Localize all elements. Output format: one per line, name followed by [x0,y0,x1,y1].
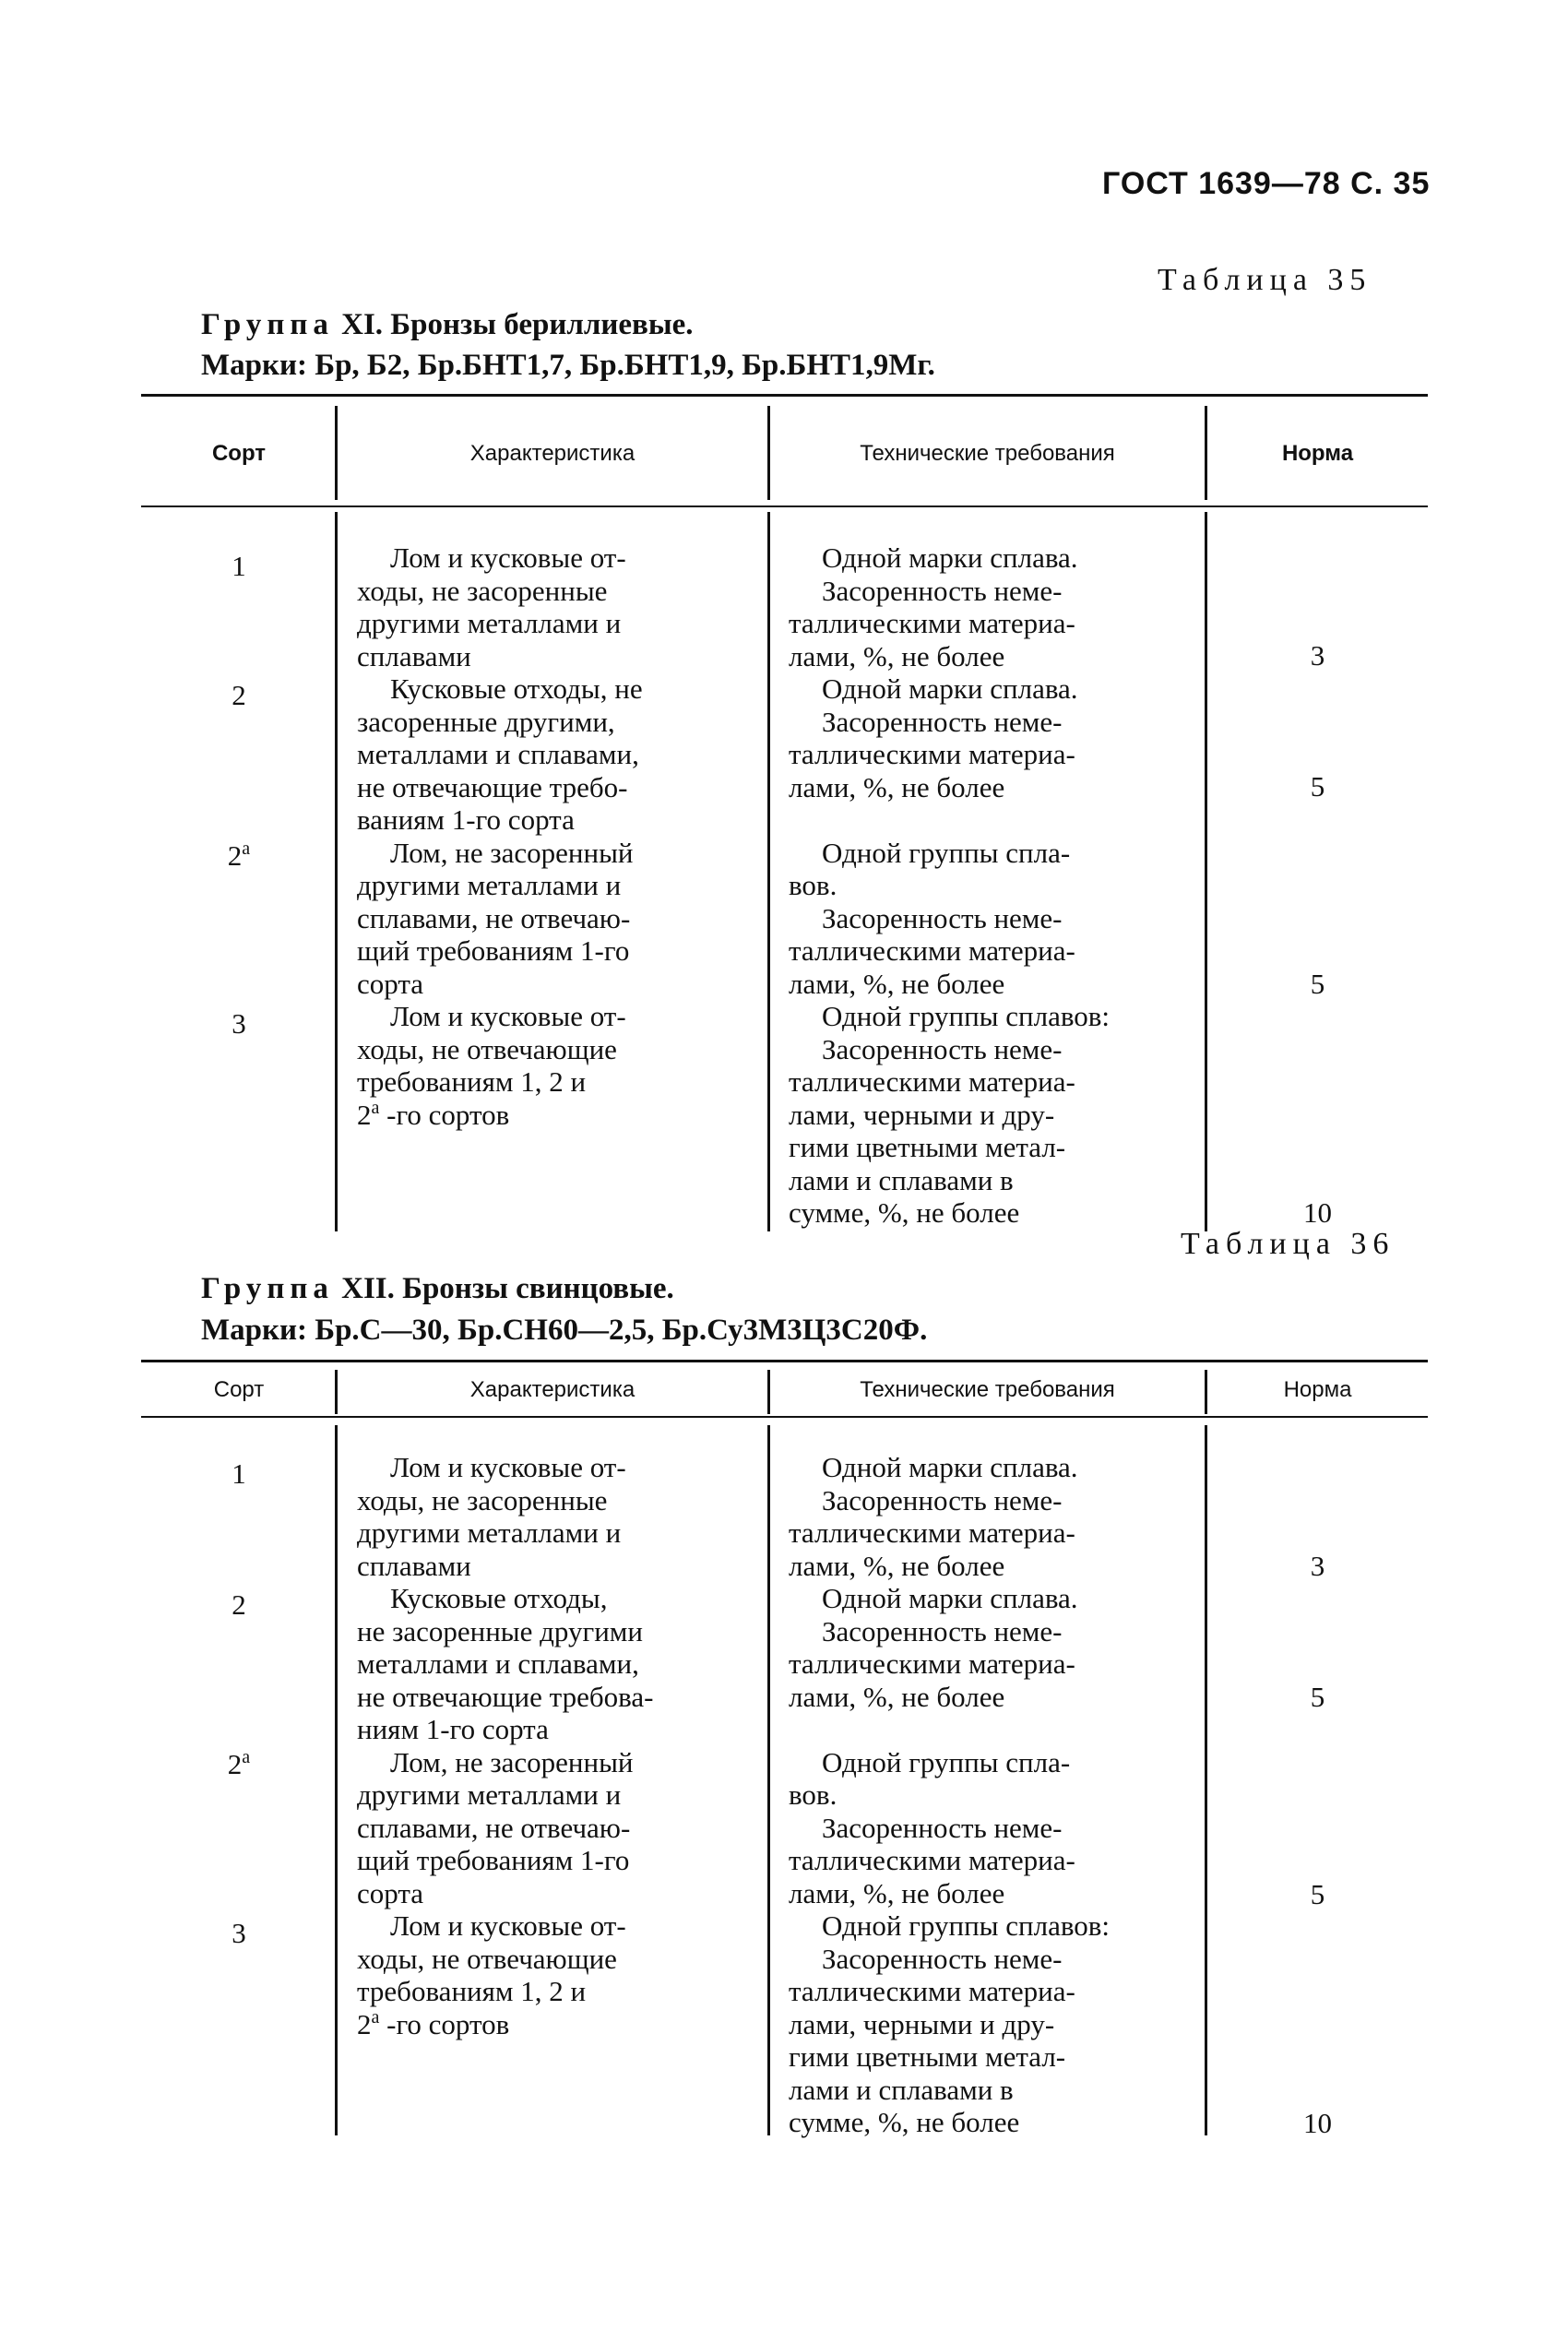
group-label: Группа [201,1272,334,1305]
header-requirements: Технические требования [860,1377,1115,1402]
header-requirements: Технические требования [860,441,1115,466]
sort-value: 2 [232,1588,246,1621]
marks-line: Марки: Бр.С—30, Бр.СН60—2,5, Бр.Су3М3Ц3С20Ф. [201,1314,928,1347]
header-bottom-rule [141,1416,1428,1418]
sort-value: 1 [232,1457,246,1490]
norm-value: 5 [1310,968,1325,1000]
header-bottom-rule [141,505,1428,507]
sort-value: 3 [232,1917,246,1949]
col-divider [335,512,338,1231]
norm-value: 10 [1303,1196,1332,1229]
table-label: Таблица 35 [1158,263,1372,297]
table-label: Таблица 36 [1181,1227,1396,1261]
requirements-cell: Одной марки сплава. Засоренность неме- таллическими материа- лами, %, не более Одной марки сплава. Засоренность неме- таллическими материа- лами, %, не более Одной группы спла- вов. Засоренность неме- таллическими материа- лами, %, не более Одной группы сплавов: Засоренность неме- таллическими материа- лами, черными и дру- гими цветными метал- лами и сплавами в сумме, %, не более [789,541,1110,1229]
sort-value: $2^а$ [227,1747,251,1780]
marks-line: Марки: Бр, Б2, Бр.БНТ1,7, Бр.БНТ1,9, Бр.БНТ1,9Мг. [201,349,935,382]
requirements-cell: Одной марки сплава. Засоренность неме- таллическими материа- лами, %, не более Одной марки сплава. Засоренность неме- таллическими материа- лами, %, не более Одной группы спла- вов. Засоренность неме- таллическими материа- лами, %, не более Одной группы сплавов: Засоренность неме- таллическими материа- лами, черными и дру- гими цветными метал- лами и сплавами в сумме, %, не более [789,1451,1110,2138]
group-title: XII. Бронзы свинцовые. [333,1272,674,1305]
col-divider [767,1425,770,2135]
characteristic-cell: Лом и кусковые от- ходы, не засоренные другими металлами и сплавами Кусковые отходы, не засоренные другими, металлами и сплавами, не отвечающие требо- ваниям 1-го сорта Лом, не засоренный другими металлами и сплавами, не отвечаю- щий требованиям 1-го сорта Лом и кусковые от- ходы, не отвечающие требованиям 1, 2 и $2^а$ -го сортов [357,541,643,1131]
table-top-rule [141,1360,1428,1362]
group-heading [201,304,694,345]
header-characteristic: Характеристика [469,1377,636,1402]
header-sort: Сорт [211,441,267,466]
header-norm: Норма [1283,1377,1352,1402]
norm-value: 5 [1310,770,1325,803]
col-divider [1205,512,1207,1231]
group-label: Группа [201,308,334,341]
page-header: ГОСТ 1639—78 С. 35 [1102,166,1431,201]
header-characteristic: Характеристика [469,441,636,466]
col-divider [335,1425,338,2135]
col-divider [767,512,770,1231]
header-norm: Норма [1281,441,1354,466]
norm-value: 5 [1310,1878,1325,1910]
characteristic-cell: Лом и кусковые от- ходы, не засоренные другими металлами и сплавами Кусковые отходы, не засоренные другими металлами и сплавами, не отвечающие требова- ниям 1-го сорта Лом, не засоренный другими металлами и сплавами, не отвечаю- щий требованиям 1-го сорта Лом и кусковые от- ходы, не отвечающие требованиям 1, 2 и $2^а$ -го сортов [357,1451,654,2040]
table-top-rule [141,394,1428,397]
norm-value: 5 [1310,1681,1325,1713]
sort-value: 2 [232,679,246,711]
norm-value: 3 [1310,639,1325,672]
group-title: XI. Бронзы бериллиевые. [333,308,694,341]
sort-value: $2^а$ [227,838,251,872]
norm-value: 10 [1303,2107,1332,2139]
header-sort: Сорт [213,1377,265,1402]
norm-value: 3 [1310,1550,1325,1582]
group-heading [201,1268,674,1309]
sort-value: 3 [232,1007,246,1040]
sort-value: 1 [232,550,246,582]
col-divider [1205,1425,1207,2135]
